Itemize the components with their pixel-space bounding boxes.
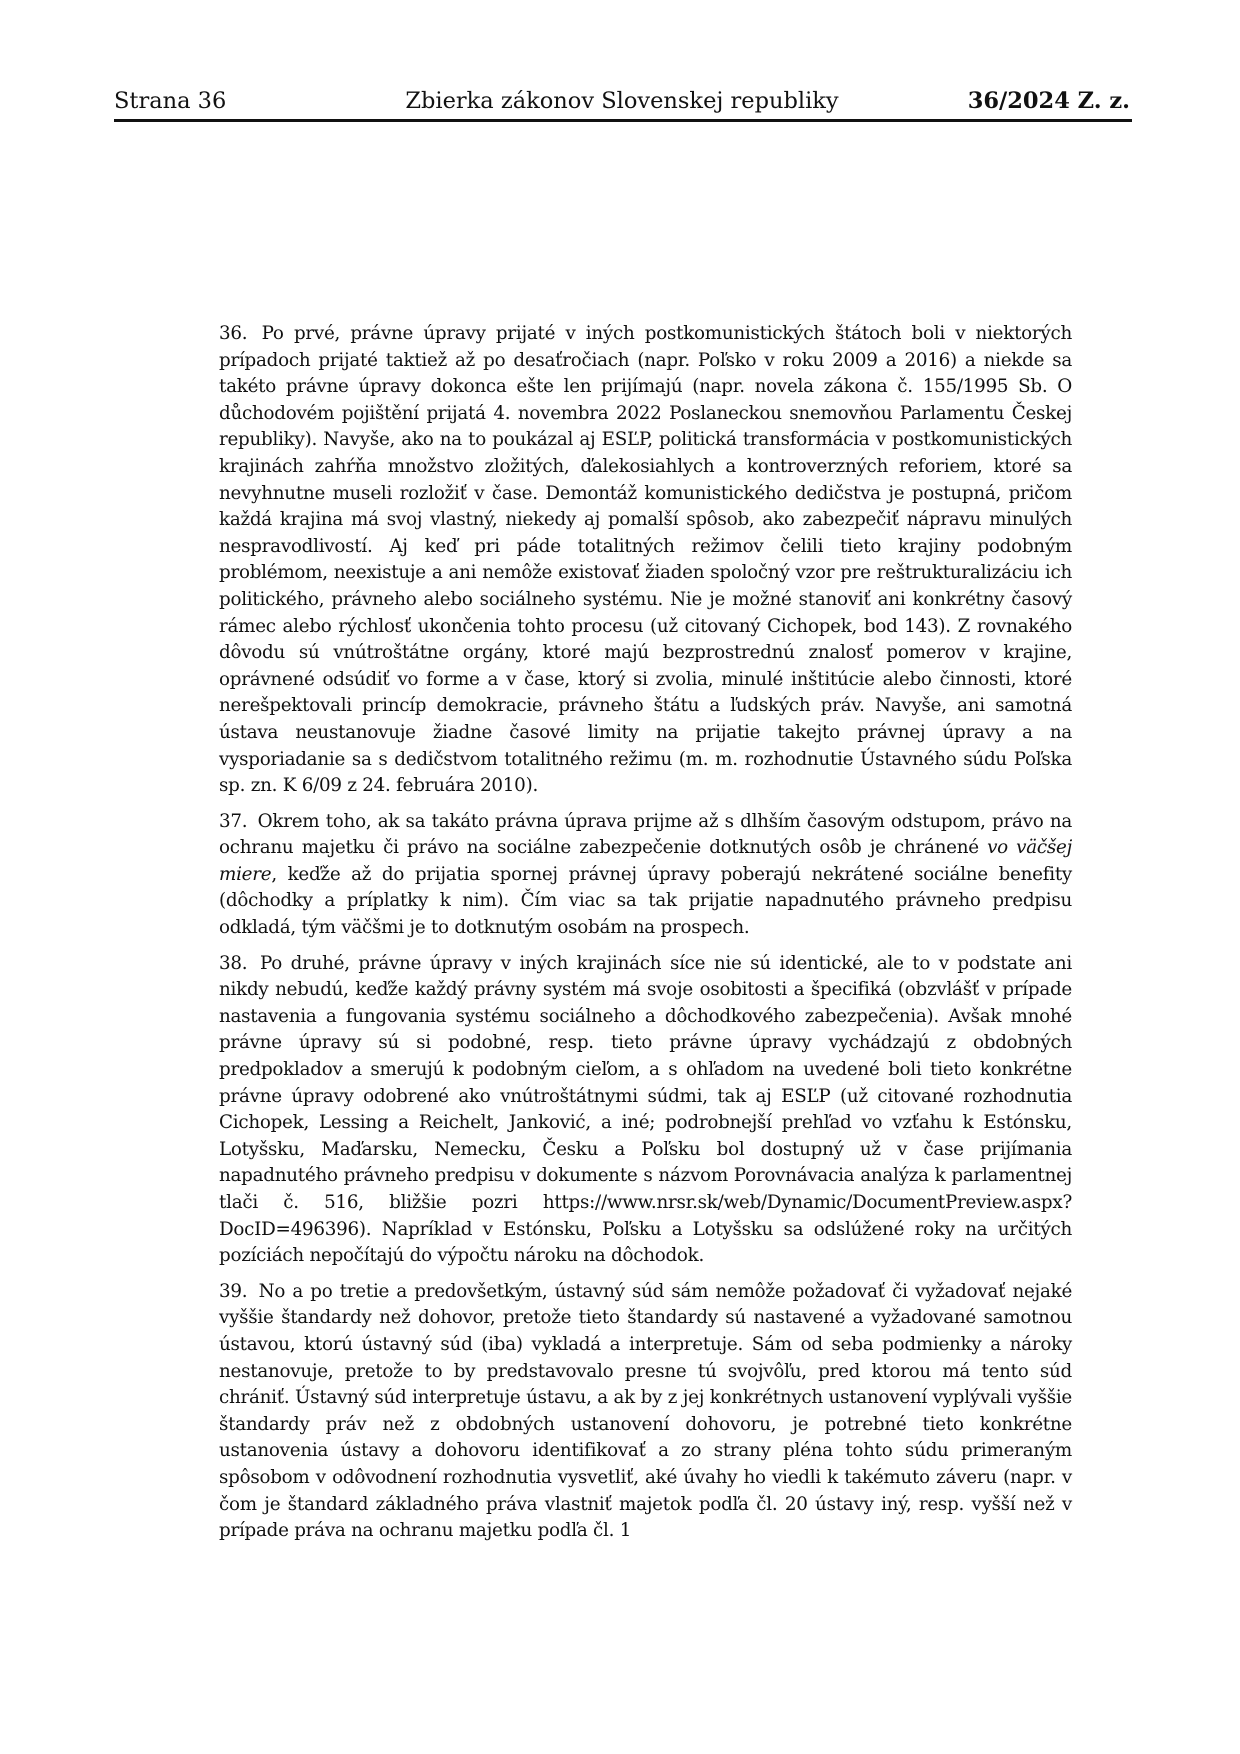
paragraph-39 [219, 1279, 1072, 1545]
page-header [114, 84, 1130, 118]
paragraph-text: Po druhé, právne úpravy v iných krajinách síce nie sú identické, ale to v podstate ani nikdy nebudú, keďže každý právny systém má svoje osobitosti a špecifiká (obzvlášť v prípade nastavenia a fungovania systému sociálneho a dôchodkového zabezpečenia). Avšak mnohé právne úpravy sú si podobné, resp. tieto právne úpravy vychádzajú z obdobných predpokladov a smerujú k podobným cieľom, a s ohľadom na uvedené boli tieto konkrétne právne úpravy odobrené ako vnútroštátnymi súdmi, tak aj ESĽP (už citované rozhodnutia Cichopek, Lessing a Reichelt, Janković, a iné; podrobnejší prehľad vo vzťahu k Estónsku, Lotyšsku, Maďarsku, Nemecku, Česku a Poľsku bol dostupný už v čase prijímania napadnutého právneho predpisu v dokumente s názvom Porovnávacia analýza k parlamentnej tlači č. 516, bližšie pozri https://www.nrsr.sk/web/Dynamic/DocumentPreview.aspx?DocID=496396). Napríklad v Estónsku, Poľsku a Lotyšsku sa odslúžené roky na určitých pozíciách nepočítajú do výpočtu nároku na dôchodok. [219, 952, 1073, 1267]
page-number: Strana 36 [114, 88, 227, 114]
document-body [219, 321, 1072, 1554]
paragraph-number: 37. [219, 810, 248, 832]
paragraph-number: 38. [219, 952, 248, 974]
emphasis-text: vo väčšej miere [219, 837, 1072, 885]
paragraph-38 [219, 951, 1072, 1270]
paragraph-text: No a po tretie a predovšetkým, ústavný súd sám nemôže požadovať či vyžadovať nejaké vyššie štandardy než dohovor, pretože tieto štandardy sú nastavené a vyžadované samotnou ústavou, ktorú ústavný súd (iba) vykladá a interpretuje. Sám od seba podmienky a nároky nestanovuje, pretože to by predstavovalo presne tú svojvôľu, pred ktorou má tento súd chrániť. Ústavný súd interpretuje ústavu, a ak by z jej konkrétnych ustanovení vyplývali vyššie štandardy práv než z obdobných ustanovení dohovoru, je potrebné tieto konkrétne ustanovenia ústavy a dohovoru identifikovať a zo strany pléna tohto súdu primeraným spôsobom v odôvodnení rozhodnutia vysvetliť, aké úvahy ho viedli k takémuto záveru (napr. v čom je štandard základného práva vlastniť majetok podľa čl. 20 ústavy iný, resp. vyšší než v prípade práva na ochranu majetku podľa čl. 1 [219, 1280, 1073, 1542]
paragraph-37 [219, 809, 1072, 942]
paragraph-number: 36. [219, 323, 248, 344]
paragraph-36 [219, 321, 1072, 800]
paragraph-text-continued: , keďže až do prijatia spornej právnej úpravy poberajú nekrátené sociálne benefity (dôchodky a príplatky k nim). Čím viac sa tak prijatie napadnutého právneho predpisu odkladá, tým väčšmi je to dotknutým osobám na prospech. [219, 863, 1072, 939]
publication-title: Zbierka zákonov Slovenskej republiky [405, 88, 839, 114]
law-number: 36/2024 Z. z. [967, 88, 1130, 114]
header-rule [114, 119, 1132, 122]
paragraph-text: Po prvé, právne úpravy prijaté v iných postkomunistických štátoch boli v niektorých prípadoch prijaté taktiež až po desaťročiach (napr. Poľsko v roku 2009 a 2016) a niekde sa takéto právne úpravy dokonca ešte len prijímajú (napr. novela zákona č. 155/1995 Sb. O důchodovém pojištění prijatá 4. novembra 2022 Poslaneckou snemovňou Parlamentu Českej republiky). Navyše, ako na to poukázal aj ESĽP, politická transformácia v postkomunistických krajinách zahŕňa množstvo zložitých, ďalekosiahlych a kontroverzných reforiem, ktoré sa nevyhnutne museli rozložiť v čase. Demontáž komunistického dedičstva je postupná, pričom každá krajina má svoj vlastný, niekedy aj pomalší spôsob, ako zabezpečiť nápravu minulých nespravodlivostí. Aj keď pri páde totalitných režimov čelili tieto krajiny podobným problémom, neexistuje a ani nemôže existovať žiaden spoločný vzor pre reštrukturalizáciu ich politického, právneho alebo sociálneho systému. Nie je možné stanoviť ani konkrétny časový rámec alebo rýchlosť ukončenia tohto procesu (už citovaný Cichopek, bod 143). Z rovnakého dôvodu sú vnútroštátne orgány, ktoré majú bezprostrednú znalosť pomerov v krajine, oprávnené odsúdiť vo forme a v čase, ktorý si zvolia, minulé inštitúcie alebo činnosti, ktoré nerešpektovali princíp demokracie, právneho štátu a ľudských práv. Navyše, ani samotná ústava neustanovuje žiadne časové limity na prijatie takejto právnej úpravy a na vysporiadanie sa s dedičstvom totalitného režimu (m. m. rozhodnutie Ústavného súdu Poľska sp. zn. K 6/09 z 24. februára 2010). [219, 323, 1073, 797]
paragraph-text: Okrem toho, ak sa takáto právna úprava prijme až s dlhším časovým odstupom, právo na ochranu majetku či právo na sociálne zabezpečenie dotknutých osôb je chránené [219, 810, 1072, 859]
paragraph-number: 39. [219, 1280, 248, 1302]
